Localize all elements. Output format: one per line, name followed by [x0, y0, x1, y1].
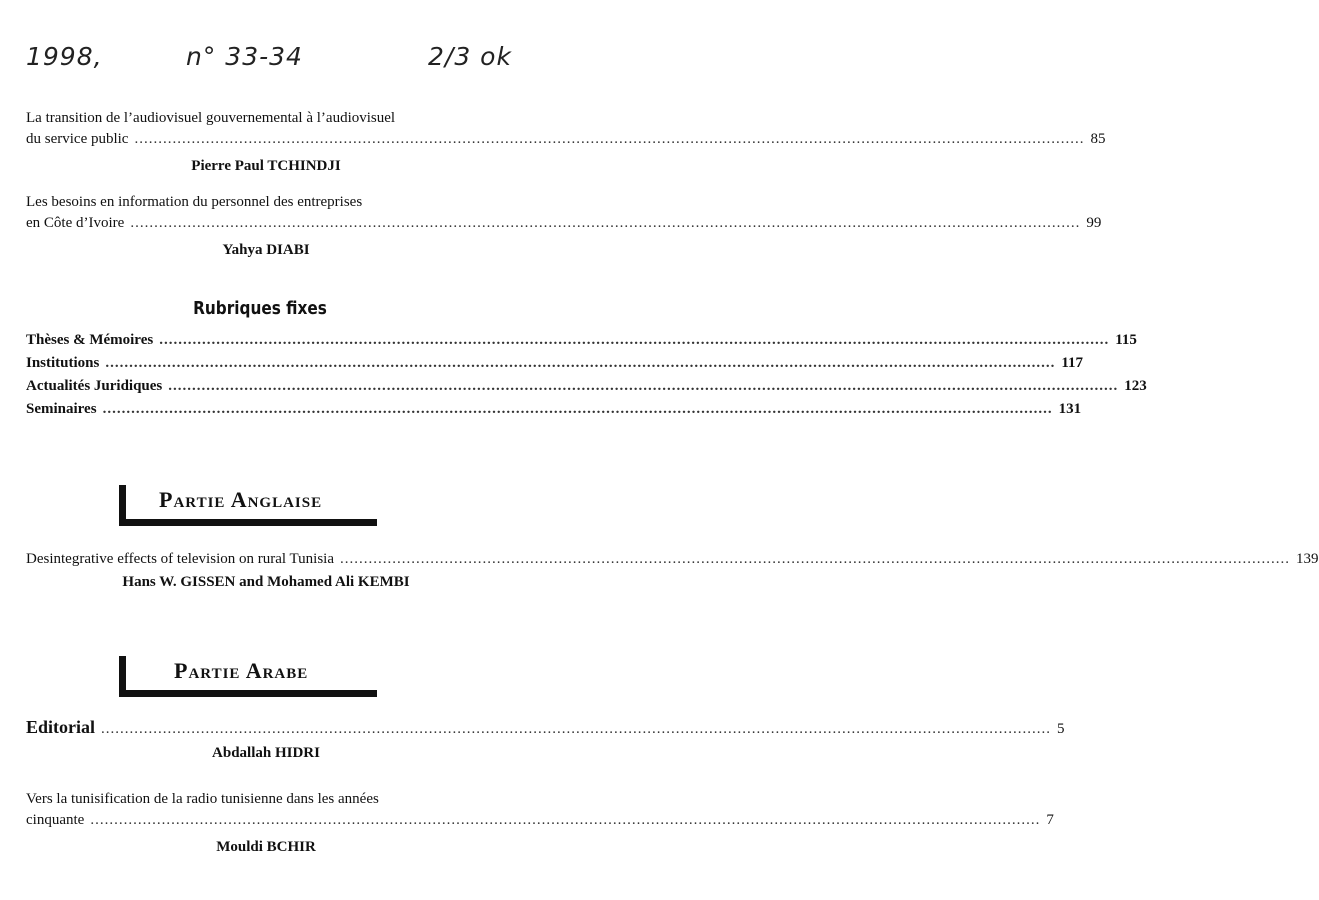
rubrique-item	[26, 353, 1084, 374]
section-heading-arabe: Partie Arabe	[174, 658, 309, 683]
toc-entry	[26, 192, 1102, 261]
dot-leader: ........................................................................................................................................................................................................	[340, 551, 1290, 567]
page-number: 117	[1061, 355, 1084, 371]
rubrique-label: Thèses & Mémoires	[26, 332, 154, 348]
entry-author: Pierre Paul TCHINDJI	[191, 158, 341, 174]
editorial-title: Editorial	[26, 717, 96, 737]
entry-title-line	[26, 549, 1319, 570]
handwritten-year: 1998,	[26, 42, 103, 71]
entry-author: Hans W. GISSEN and Mohamed Ali KEMBI	[122, 574, 410, 590]
entry-author: Abdallah HIDRI	[212, 745, 320, 761]
entry-title-text: cinquante	[26, 812, 85, 828]
rubriques-list	[26, 330, 1147, 420]
entry-title-line	[26, 213, 1102, 234]
bracket-bar	[119, 690, 377, 697]
entry-author: Mouldi BCHIR	[216, 839, 316, 855]
entry-title-text: en Côte d’Ivoire	[26, 215, 125, 231]
entry-title-line	[26, 129, 1106, 150]
bracket-bar	[119, 519, 377, 526]
handwritten-note: 2/3 ok	[428, 42, 512, 71]
rubrique-item	[26, 376, 1147, 397]
entry-title-line	[26, 717, 1065, 740]
page-number: 85	[1090, 131, 1106, 147]
section-heading-rubriques: Rubriques fixes	[193, 298, 327, 319]
page-number: 99	[1086, 215, 1102, 231]
page-number: 139	[1296, 551, 1319, 567]
toc-entry-editorial	[26, 717, 1065, 764]
entry-author: Yahya DIABI	[222, 242, 310, 258]
rubrique-label: Institutions	[26, 355, 100, 371]
dot-leader: ........................................................................................................................................................................................................	[134, 131, 1085, 147]
rubrique-item	[26, 330, 1137, 351]
entry-title-line: Vers la tunisification de la radio tunisienne dans les années	[26, 791, 379, 807]
page-number: 7	[1046, 812, 1054, 828]
section-heading-anglaise: Partie Anglaise	[159, 487, 323, 512]
dot-leader: ........................................................................................................................................................................................................	[105, 355, 1056, 371]
dot-leader: ........................................................................................................................................................................................................	[101, 721, 1052, 737]
page-number: 115	[1115, 332, 1137, 348]
dot-leader: ........................................................................................................................................................................................................	[90, 812, 1041, 828]
page-number: 131	[1058, 401, 1082, 417]
rubrique-item	[26, 399, 1082, 420]
entry-title-line	[26, 810, 1054, 831]
dot-leader: ........................................................................................................................................................................................................	[168, 378, 1119, 394]
dot-leader: ........................................................................................................................................................................................................	[102, 401, 1053, 417]
entry-title-text: du service public	[26, 131, 129, 147]
rubrique-label: Seminaires	[26, 401, 97, 417]
entry-title-line: Les besoins en information du personnel des entreprises	[26, 194, 363, 210]
handwritten-issue: n° 33-34	[186, 42, 303, 71]
page-number: 5	[1057, 721, 1065, 737]
toc-entry	[26, 549, 1319, 593]
dot-leader: ........................................................................................................................................................................................................	[159, 332, 1110, 348]
rubrique-label: Actualités Juridiques	[26, 378, 163, 394]
toc-entry	[26, 108, 1106, 177]
page-number: 123	[1124, 378, 1147, 394]
entry-title-line: La transition de l’audiovisuel gouvernemental à l’audiovisuel	[26, 110, 396, 126]
dot-leader: ........................................................................................................................................................................................................	[130, 215, 1081, 231]
entry-title-text: Desintegrative effects of television on rural Tunisia	[26, 551, 334, 567]
toc-entry	[26, 789, 1054, 858]
